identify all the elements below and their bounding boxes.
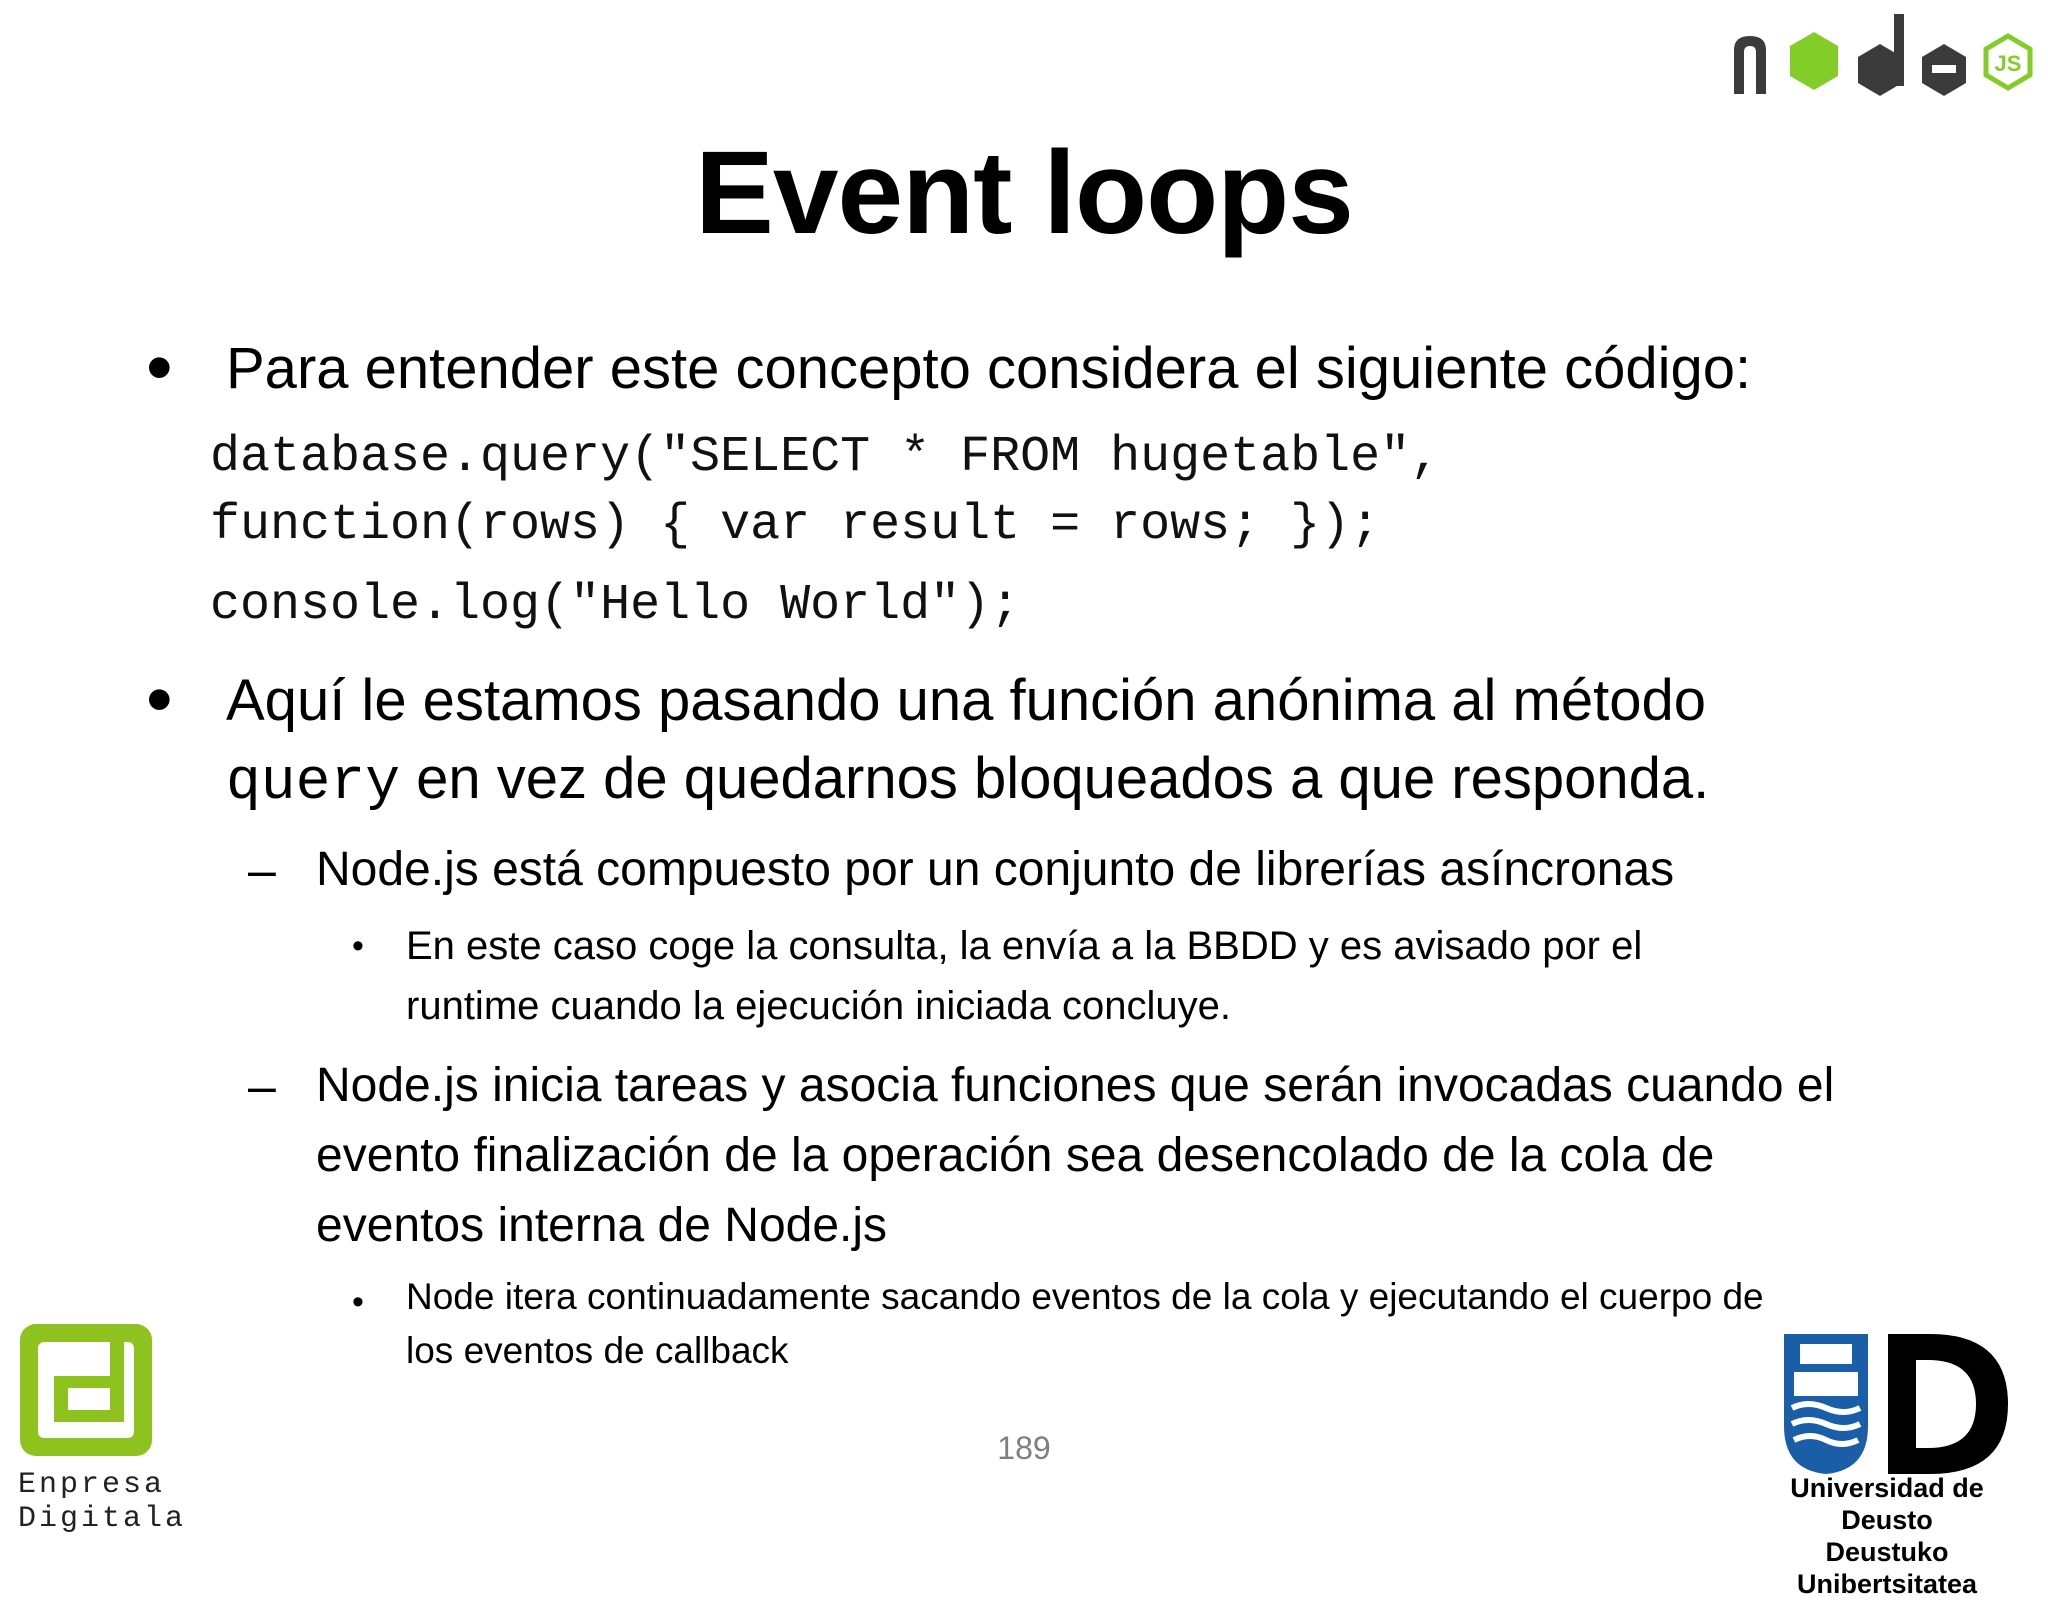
university-line-1: Universidad de Deusto — [1790, 1473, 1984, 1535]
js-badge-text: JS — [1994, 51, 2022, 76]
university-name — [1742, 1472, 2032, 1600]
code-line-3: console.log("Hello World"); — [210, 577, 1021, 634]
dash-marker: – — [248, 1058, 276, 1114]
code-line-1: database.query("SELECT * FROM hugetable", — [210, 429, 1441, 486]
bullet-marker: • — [146, 325, 173, 410]
sub-point-1-detail-line-2: runtime cuando la ejecución iniciada concluye. — [406, 984, 1231, 1028]
bullet-marker: • — [352, 1283, 364, 1321]
enpresa-digitala-logo — [14, 1318, 164, 1468]
point-2-line-1: Aquí le estamos pasando una función anónima al método — [226, 668, 1706, 733]
point-1-text: Para entender este concepto considera el siguiente código: — [226, 336, 1752, 401]
enpresa-line-1: Enpresa — [18, 1468, 166, 1502]
nodejs-logo — [1730, 10, 2036, 104]
sub-point-2-line-1: Node.js inicia tareas y asocia funciones que serán invocadas cuando el — [316, 1059, 1835, 1112]
dash-marker: – — [248, 842, 276, 898]
bullet-marker: • — [352, 927, 364, 965]
code-line-2: function(rows) { var result = rows; }); — [210, 497, 1381, 554]
sub-point-2-detail-line-2: los eventos de callback — [406, 1330, 789, 1371]
university-line-2: Deustuko Unibertsitatea — [1796, 1537, 1978, 1599]
point-2-line-2-text: en vez de quedarnos bloqueados a que responda. — [400, 746, 1710, 811]
bullet-marker: • — [146, 657, 173, 742]
sub-point-2-line-3: eventos interna de Node.js — [316, 1199, 888, 1252]
sub-point-1-text: Node.js está compuesto por un conjunto de librerías asíncronas — [316, 843, 1675, 896]
slide-title: Event loops — [695, 127, 1353, 259]
deusto-logo — [1780, 1330, 2016, 1476]
sub-point-1-detail-line-1: En este caso coge la consulta, la envía a la BBDD y es avisado por el — [406, 924, 1643, 968]
enpresa-digitala-text — [18, 1468, 186, 1536]
point-2-line-2 — [226, 740, 1709, 823]
enpresa-line-2: Digitala — [18, 1502, 187, 1536]
page-number: 189 — [997, 1430, 1051, 1466]
sub-point-2-detail-line-1: Node itera continuadamente sacando eventos de la cola y ejecutando el cuerpo de — [406, 1276, 1764, 1317]
sub-point-2-line-2: evento finalización de la operación sea desencolado de la cola de — [316, 1129, 1715, 1182]
inline-code-query: query — [226, 751, 401, 816]
